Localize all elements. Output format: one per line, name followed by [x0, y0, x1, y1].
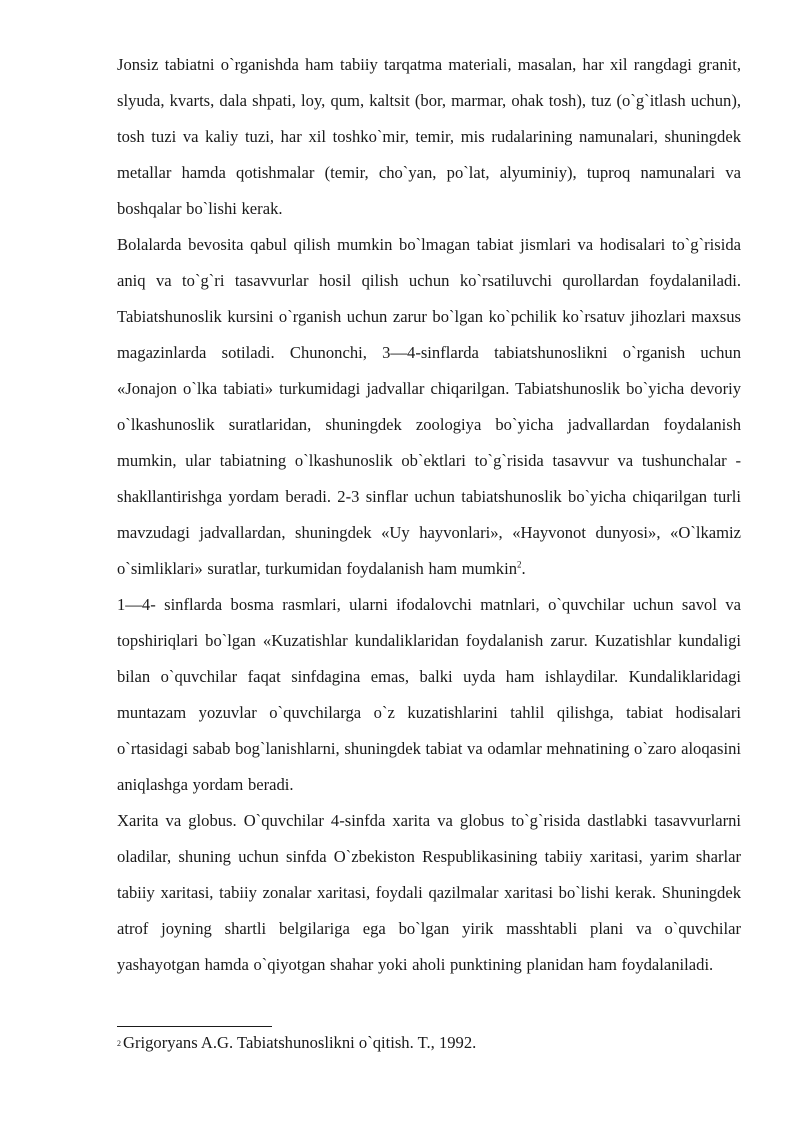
paragraph-text: 1—4- sinflarda bosma rasmlari, ularni ifodalovchi matnlari, o`quvchilar uchun savol va topshiriqlari bo`lgan «Kuzatishlar kundaliklaridan foydalanish zarur. Kuzatishlar kundaligi bilan o`quvchilar faqat sinfdagina emas, balki uyda ham ishlaydilar. Kundaliklaridagi muntazam yozuvlar o`quvchilarga o`z kuzatishlarini tahlil qilishga, tabiat hodisalari o`rtasidagi sabab bog`lanishlarni, shuningdek tabiat va odamlar mehnatining o`zaro aloqasini aniqlashga yordam beradi.	[117, 595, 741, 794]
paragraph-text: Bolalarda bevosita qabul qilish mumkin bo`lmagan tabiat jismlari va hodisalari to`g`risida aniq va to`g`ri tasavvurlar hosil qilish uchun ko`rsatiluvchi qurollardan foydalaniladi. Tabiatshunoslik kursini o`rganish uchun zarur bo`lgan ko`pchilik ko`rsatuv jihozlari maxsus magazinlarda sotiladi. Chunonchi, 3—4-sinflarda tabiatshunoslikni o`rganish uchun «Jonajon o`lka tabiati» turkumidagi jadvallar chiqarilgan. Tabiatshunoslik bo`yicha devoriy o`lkashunoslik suratlaridan, shuningdek zoologiya bo`yicha jadvallardan foydalanish mumkin, ular tabiatning o`lkashunoslik ob`ektlari to`g`risida tasavvur va tushunchalar -shakllantirishga yordam beradi. 2-3 sinflar uchun tabiatshunoslik bo`yicha chiqarilgan turli mavzudagi jadvallardan, shuningdek «Uy hayvonlari», «Hayvonot dunyosi», «O`lkamiz o`simliklari» suratlar, turkumidan foydalanish ham mumkin	[117, 235, 741, 578]
document-body	[117, 47, 741, 983]
footnote-text: Grigoryans A.G. Tabiatshunoslikni o`qitish. T., 1992.	[123, 1033, 477, 1052]
paragraph-text-end: .	[521, 559, 526, 578]
footnote-divider	[117, 1026, 272, 1027]
footnote-marker: 2	[117, 1039, 121, 1048]
paragraph-maps-globes	[117, 803, 741, 983]
paragraph-visual-aids	[117, 227, 741, 587]
paragraph-observation-diaries	[117, 587, 741, 803]
paragraph-text: Jonsiz tabiatni o`rganishda ham tabiiy tarqatma materiali, masalan, har xil rangdagi granit, slyuda, kvarts, dala shpati, loy, qum, kaltsit (bor, marmar, ohak tosh), tuz (o`g`itlash uchun), tosh tuzi va kaliy tuzi, har xil toshko`mir, temir, mis rudalarining namunalari, shuningdek metallar hamda qotishmalar (temir, cho`yan, po`lat, alyuminiy), tuproq namunalari va boshqalar bo`lishi kerak.	[117, 55, 741, 218]
paragraph-materials	[117, 47, 741, 227]
footnote	[117, 1032, 476, 1054]
paragraph-text: Xarita va globus. O`quvchilar 4-sinfda xarita va globus to`g`risida dastlabki tasavvurlarni oladilar, shuning uchun sinfda O`zbekiston Respublikasining tabiiy xaritasi, yarim sharlar tabiiy xaritasi, tabiiy zonalar xaritasi, foydali qazilmalar xaritasi bo`lishi kerak. Shuningdek atrof joyning shartli belgilariga ega bo`lgan yirik masshtabli plani va o`quvchilar yashayotgan hamda o`qiyotgan shahar yoki aholi punktining planidan ham foydalaniladi.	[117, 811, 741, 974]
footnote-reference[interactable]: 2	[517, 559, 522, 570]
